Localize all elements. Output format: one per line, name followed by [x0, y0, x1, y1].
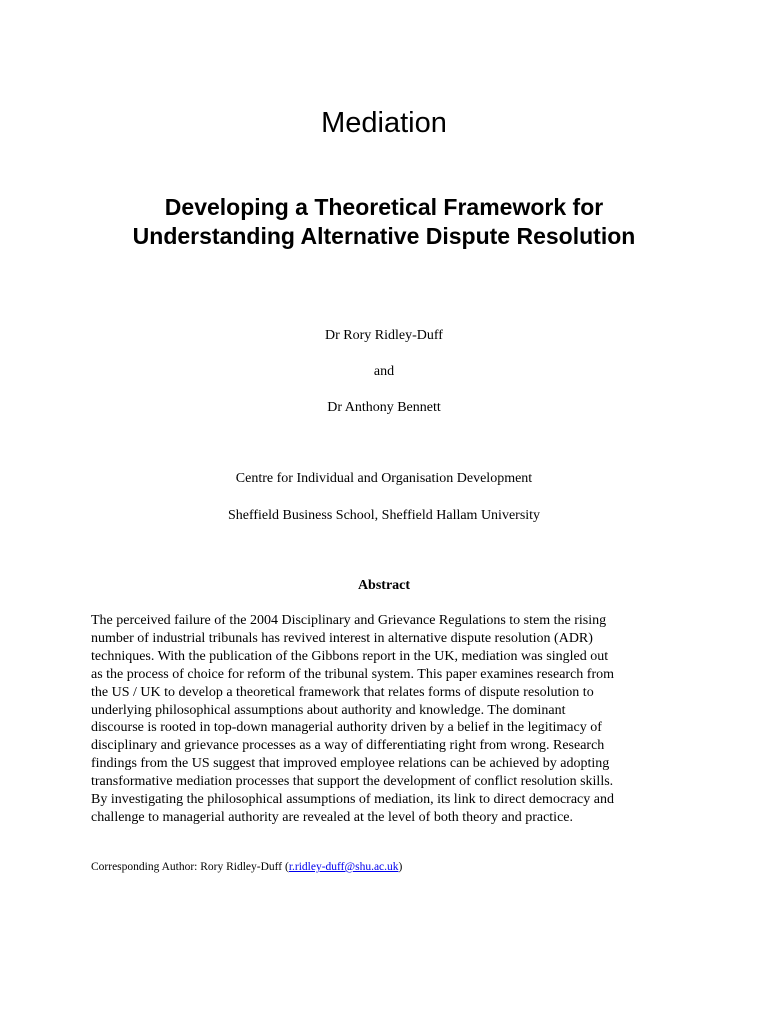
author-conjunction: and — [373, 364, 395, 379]
abstract-line: as the process of choice for reform of the tribunal system. This paper examines research from — [91, 666, 614, 682]
abstract-line: number of industrial tribunals has revived interest in alternative dispute resolution (ADR) — [91, 630, 593, 646]
corresponding-author-prefix: Corresponding Author: Rory Ridley-Duff ( — [91, 861, 289, 873]
author-name-1: Dr Rory Ridley-Duff — [325, 328, 443, 343]
subtitle-line-2: Understanding Alternative Dispute Resolution — [132, 223, 636, 249]
page-title: Mediation — [321, 107, 447, 139]
author-name-2: Dr Anthony Bennett — [327, 400, 441, 415]
affiliation-school: Sheffield Business School, Sheffield Hallam University — [227, 508, 541, 523]
abstract-line: The perceived failure of the 2004 Disciplinary and Grievance Regulations to stem the rising — [91, 613, 607, 628]
author-email-link[interactable]: r.ridley-duff@shu.ac.uk — [288, 861, 399, 873]
abstract-line: discourse is rooted in top-down managerial authority driven by a belief in the legitimacy of — [91, 720, 602, 736]
subtitle-line-1: Developing a Theoretical Framework for — [164, 194, 604, 220]
abstract-line: challenge to managerial authority are revealed at the level of both theory and practice. — [91, 809, 573, 825]
corresponding-author — [91, 860, 691, 875]
paper-subtitle — [60, 193, 708, 251]
abstract-line: disciplinary and grievance processes as a way of differentiating right from wrong. Research — [91, 738, 605, 754]
affiliation-centre: Centre for Individual and Organisation Development — [235, 471, 533, 486]
corresponding-author-suffix: ) — [398, 861, 403, 873]
abstract-line: underlying philosophical assumptions about authority and knowledge. The dominant — [91, 702, 566, 718]
abstract-line: By investigating the philosophical assumptions of mediation, its link to direct democracy and — [91, 792, 614, 808]
abstract-line: transformative mediation processes that support the development of conflict resolution skills. — [91, 774, 614, 790]
abstract-heading: Abstract — [357, 578, 411, 593]
abstract-line: findings from the US suggest that improved employee relations can be achieved by adopting — [91, 756, 610, 772]
abstract-line: the US / UK to develop a theoretical framework that relates forms of dispute resolution to — [91, 684, 594, 700]
abstract-body — [91, 612, 691, 827]
abstract-line: techniques. With the publication of the Gibbons report in the UK, mediation was singled out — [91, 648, 609, 664]
